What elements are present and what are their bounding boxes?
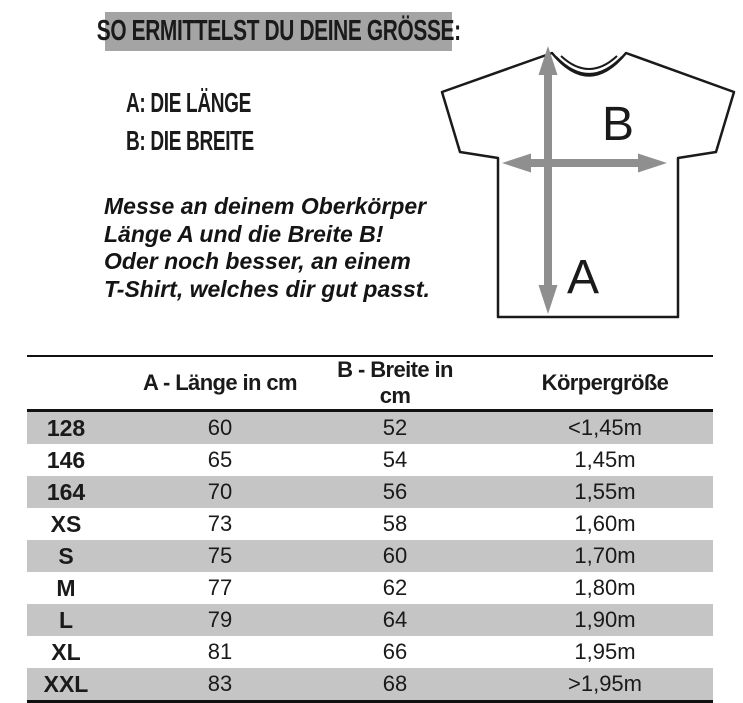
size-guide-title-box	[96, 12, 461, 51]
length-cell: 81	[207, 639, 233, 664]
size-row-xs	[27, 508, 713, 540]
instruction-line: T-Shirt, welches dir gut passt.	[104, 275, 430, 302]
length-cell: 65	[207, 447, 233, 472]
size-row-l	[27, 604, 713, 636]
size-cell: L	[58, 606, 74, 633]
width-cell: 68	[382, 671, 408, 696]
length-cell: 83	[207, 671, 233, 696]
body-height-cell: <1,45m	[568, 415, 642, 440]
width-cell: 60	[382, 543, 408, 568]
size-row-128	[27, 411, 713, 445]
body-height-cell: 1,70m	[574, 543, 636, 568]
legend-length-label: A: DIE LÄNGE	[126, 87, 251, 118]
size-row-s	[27, 540, 713, 572]
size-table-header-row	[27, 356, 713, 411]
width-cell: 62	[382, 575, 408, 600]
body-height-cell: 1,95m	[574, 639, 636, 664]
width-cell: 56	[382, 479, 408, 504]
instruction-line: Messe an deinem Oberkörper	[104, 193, 427, 219]
measure-legend	[126, 84, 314, 160]
body-height-cell: 1,45m	[574, 447, 636, 472]
header-width: B - Breite in cm	[335, 356, 455, 411]
measure-instructions	[104, 193, 430, 303]
instruction-line: Oder noch besser, an einem	[104, 248, 411, 274]
size-row-xl	[27, 636, 713, 668]
size-guide-title: SO ERMITTELST DU DEINE GRÖSSE:	[96, 15, 461, 47]
width-cell: 54	[382, 447, 408, 472]
header-length: A - Länge in cm	[105, 356, 335, 411]
tshirt-diagram	[430, 30, 740, 340]
body-height-cell: 1,55m	[574, 479, 636, 504]
size-row-m	[27, 572, 713, 604]
size-cell: XS	[50, 510, 82, 537]
size-cell: 164	[46, 478, 86, 505]
length-cell: 73	[207, 511, 233, 536]
width-cell: 64	[382, 607, 408, 632]
length-cell: 70	[207, 479, 233, 504]
size-row-xxl	[27, 668, 713, 702]
size-table	[27, 355, 713, 703]
body-height-cell: 1,80m	[574, 575, 636, 600]
width-cell: 66	[382, 639, 408, 664]
length-cell: 77	[207, 575, 233, 600]
header-size	[27, 356, 105, 411]
length-cell: 60	[207, 415, 233, 440]
width-cell: 52	[382, 415, 408, 440]
diagram-label-b: B	[602, 98, 635, 151]
length-cell: 75	[207, 543, 233, 568]
width-cell: 58	[382, 511, 408, 536]
header-body-height: Körpergröße	[455, 356, 713, 411]
size-row-146	[27, 444, 713, 476]
legend-width-label: B: DIE BREITE	[126, 125, 254, 156]
diagram-label-a: A	[567, 251, 600, 304]
size-cell: XL	[51, 638, 81, 665]
body-height-cell: >1,95m	[568, 671, 642, 696]
size-cell: S	[58, 542, 74, 569]
size-cell: 128	[46, 414, 86, 441]
body-height-cell: 1,90m	[574, 607, 636, 632]
size-cell: XXL	[43, 670, 89, 697]
length-cell: 79	[207, 607, 233, 632]
size-cell: M	[56, 574, 76, 601]
size-row-164	[27, 476, 713, 508]
instruction-line: Länge A und die Breite B!	[104, 220, 384, 247]
size-cell: 146	[46, 446, 86, 473]
body-height-cell: 1,60m	[574, 511, 636, 536]
